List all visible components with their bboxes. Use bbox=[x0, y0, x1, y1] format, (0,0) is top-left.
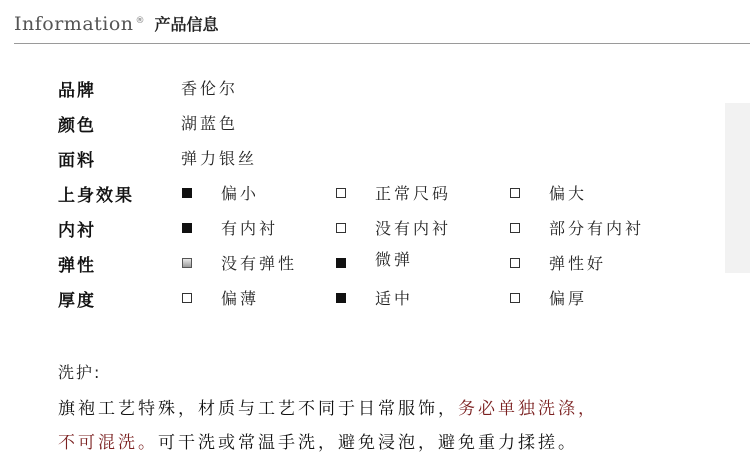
thickness-row bbox=[0, 286, 750, 316]
lining-option bbox=[336, 216, 451, 239]
brand-row bbox=[0, 76, 750, 106]
thickness-option-label: 偏厚 bbox=[549, 289, 588, 308]
elasticity-checkbox bbox=[182, 258, 192, 268]
lining-option bbox=[510, 216, 644, 239]
thickness-option-label: 偏薄 bbox=[221, 289, 260, 308]
fit-option bbox=[182, 181, 259, 204]
fit-option bbox=[336, 181, 451, 204]
product-info-title: 产品信息 bbox=[154, 15, 219, 34]
fit-checkbox bbox=[510, 188, 520, 198]
lining-row bbox=[0, 216, 750, 246]
fabric-row bbox=[0, 146, 750, 176]
elasticity-option bbox=[182, 251, 297, 274]
elasticity-checkbox bbox=[510, 258, 520, 268]
thickness-option-label: 适中 bbox=[375, 289, 414, 308]
care-warning: 不可混洗。 bbox=[58, 433, 158, 453]
lining-checkbox bbox=[182, 223, 192, 233]
lining-option bbox=[182, 216, 278, 239]
thickness-checkbox bbox=[336, 293, 346, 303]
thickness-option bbox=[336, 286, 413, 309]
elasticity-option-label: 没有弹性 bbox=[221, 254, 298, 273]
lining-option-label: 没有内衬 bbox=[375, 219, 452, 238]
lining-label: 内衬 bbox=[58, 221, 96, 241]
brand-title-en: Information bbox=[14, 13, 134, 35]
elasticity-checkbox bbox=[336, 258, 346, 268]
elasticity-row bbox=[0, 251, 750, 281]
fabric-label: 面料 bbox=[58, 151, 96, 171]
fit-option-label: 正常尺码 bbox=[375, 184, 452, 203]
color-label: 颜色 bbox=[58, 116, 96, 136]
brand-label: 品牌 bbox=[58, 81, 96, 101]
fit-row bbox=[0, 181, 750, 211]
fabric-value: 弹力银丝 bbox=[181, 149, 258, 168]
fit-option-label: 偏大 bbox=[549, 184, 588, 203]
care-title: 洗护: bbox=[58, 363, 102, 382]
elasticity-option bbox=[336, 251, 413, 274]
thickness-checkbox bbox=[510, 293, 520, 303]
elasticity-option-label: 弹性好 bbox=[549, 254, 607, 273]
header bbox=[14, 12, 219, 35]
color-row bbox=[0, 111, 750, 141]
thickness-label: 厚度 bbox=[58, 291, 96, 311]
elasticity-option bbox=[510, 251, 606, 274]
header-divider bbox=[14, 43, 750, 44]
fit-option bbox=[510, 181, 587, 204]
lining-checkbox bbox=[336, 223, 346, 233]
care-line-1 bbox=[58, 394, 598, 419]
care-line-2 bbox=[58, 428, 578, 453]
lining-option-label: 有内衬 bbox=[221, 219, 279, 238]
fit-checkbox bbox=[182, 188, 192, 198]
brand-value: 香伦尔 bbox=[181, 79, 239, 98]
care-note: 可干洗或常温手洗，避免浸泡，避免重力揉搓。 bbox=[158, 433, 578, 453]
elasticity-option-label: 微弹 bbox=[375, 250, 414, 269]
thickness-checkbox bbox=[182, 293, 192, 303]
care-warning: 务必单独洗涤， bbox=[458, 399, 598, 419]
care-note: 旗袍工艺特殊，材质与工艺不同于日常服饰， bbox=[58, 399, 458, 419]
thickness-option bbox=[510, 286, 587, 309]
lining-option-label: 部分有内衬 bbox=[549, 219, 645, 238]
fit-checkbox bbox=[336, 188, 346, 198]
fit-label: 上身效果 bbox=[58, 186, 134, 206]
lining-checkbox bbox=[510, 223, 520, 233]
thickness-option bbox=[182, 286, 259, 309]
fit-option-label: 偏小 bbox=[221, 184, 260, 203]
color-value: 湖蓝色 bbox=[181, 114, 239, 133]
registered-mark: ® bbox=[135, 16, 145, 26]
elasticity-label: 弹性 bbox=[58, 256, 96, 276]
